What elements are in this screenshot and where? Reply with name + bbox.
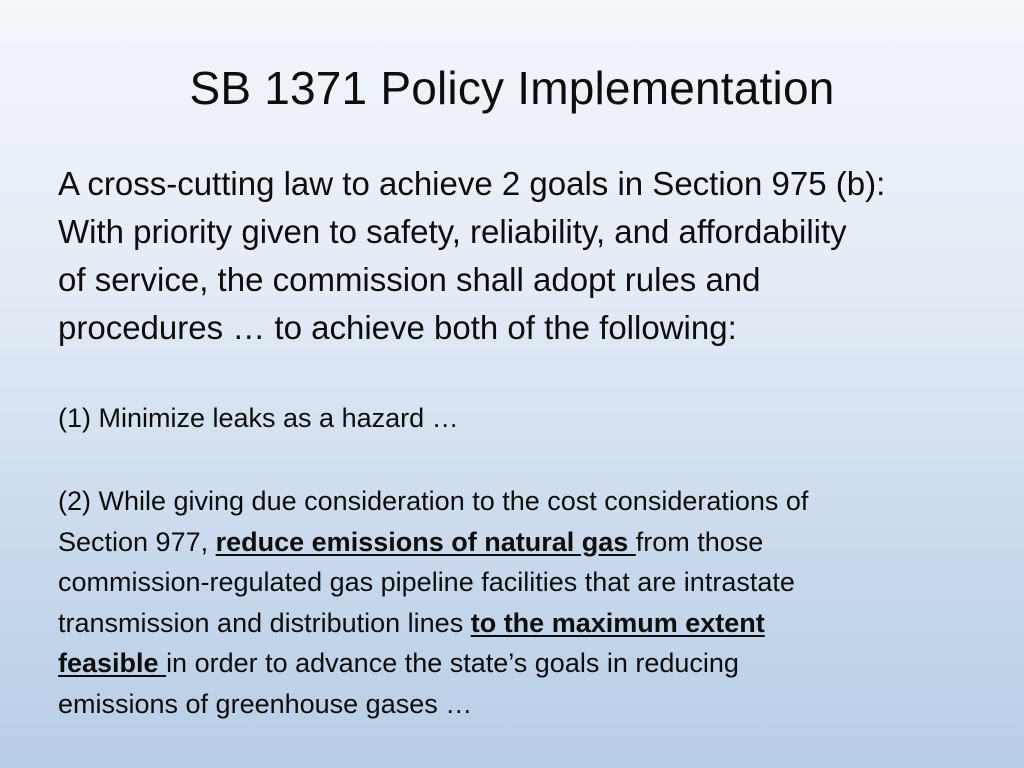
intro-line-3: of service, the commission shall adopt rules and [58, 261, 761, 298]
goal-2-line-4 [58, 603, 808, 644]
slide-body [58, 160, 978, 719]
emphasis-reduce-emissions: reduce emissions of natural gas [215, 526, 636, 557]
intro-line-4: procedures … to achieve both of the following: [58, 309, 737, 346]
goal-2-line-5 [58, 643, 808, 684]
intro-line-1: A cross-cutting law to achieve 2 goals in Section 975 (b): [58, 165, 886, 202]
goal-2-line-5-end: in order to advance the state’s goals in reducing [166, 648, 739, 678]
goal-2-line-2 [58, 522, 808, 563]
goal-1-text: (1) Minimize leaks as a hazard … [58, 403, 459, 433]
goal-2-line-3: commission-regulated gas pipeline facilities that are intrastate [58, 567, 795, 597]
goal-2-line-2-end: from those [635, 526, 764, 557]
goal-2-line-4-start: transmission and distribution lines [58, 607, 471, 638]
goal-2-line-2-start: Section 977, [58, 526, 216, 557]
goal-2-line-6: emissions of greenhouse gases … [58, 688, 473, 719]
intro-paragraph [58, 160, 978, 352]
goal-2-paragraph [58, 481, 808, 724]
intro-line-2: With priority given to safety, reliability, and affordability [58, 213, 847, 250]
emphasis-feasible: feasible [58, 648, 167, 678]
emphasis-maximum-extent: to the maximum extent [470, 607, 765, 638]
goal-2-line-1: (2) While giving due consideration to the cost considerations of [58, 486, 809, 516]
slide-title: SB 1371 Policy Implementation [189, 62, 835, 114]
